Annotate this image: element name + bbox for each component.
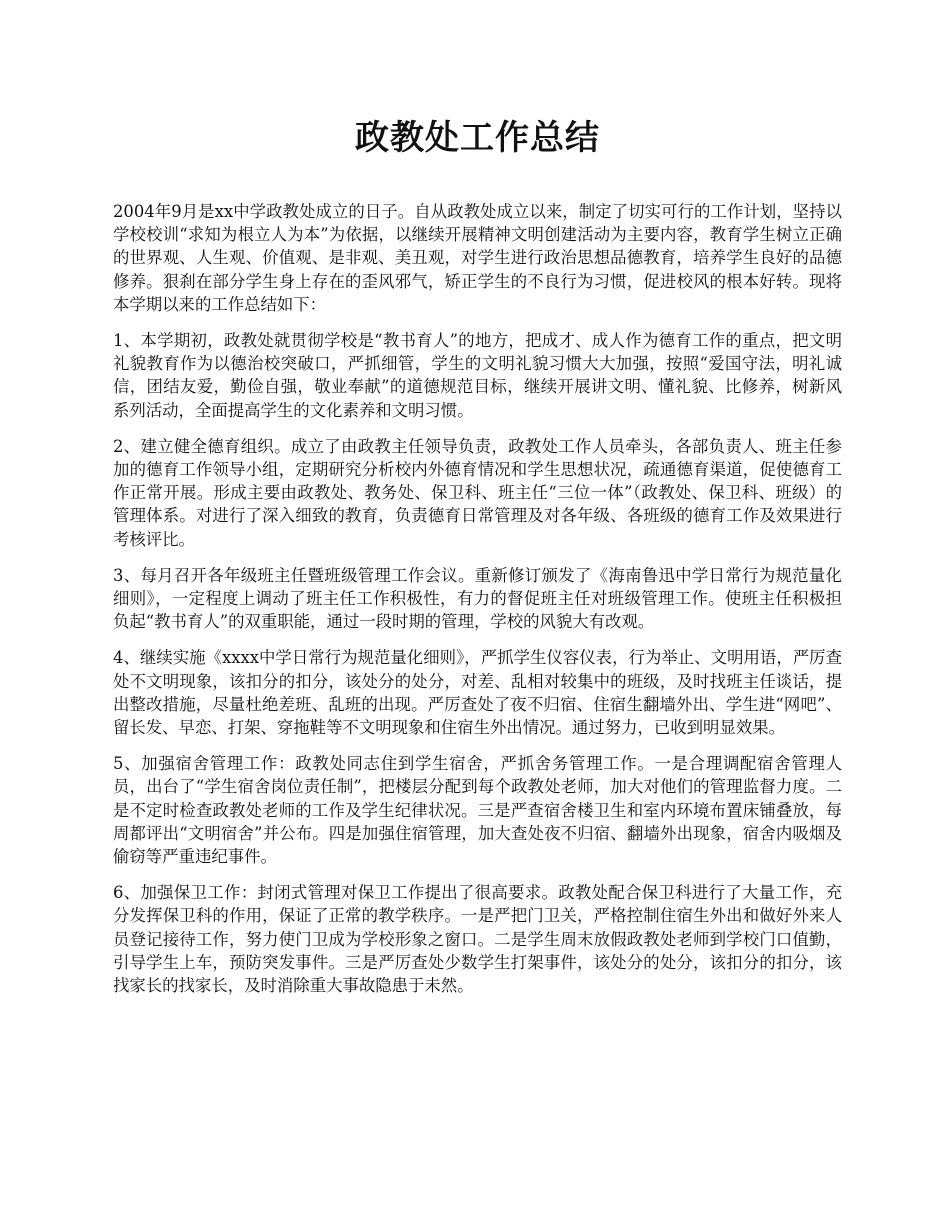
document-title: 政教处工作总结: [355, 118, 600, 158]
paragraph-item-5: 5、加强宿舍管理工作：政教处同志住到学生宿舍，严抓舍务管理工作。一是合理调配宿舍管理人员，出台了“学生宿舍岗位责任制”，把楼层分配到每个政教处老师，加大对他们的管理监督力度。二是不定时检查政教处老师的工作及学生纪律状况。三是严查宿舍楼卫生和室内环境布置床铺叠放，每周都评出“文明宿舍”并公布。四是加强住宿管理，加大查处夜不归宿、翻墙外出现象，宿舍内吸烟及偷窃等严重违纪事件。: [113, 754, 842, 867]
document-body: [113, 200, 842, 997]
paragraph-item-2: 2、建立健全德育组织。成立了由政教主任领导负责，政教处工作人员牵头，各部负责人、班主任参加的德育工作领导小组，定期研究分析校内外德育情况和学生思想状况，疏通德育渠道，促使德育工作正常开展。形成主要由政教处、教务处、保卫科、班主任“三位一体”（政教处、保卫科、班级）的管理体系。对进行了深入细致的教育，负责德育日常管理及对各年级、各班级的德育工作及效果进行考核评比。: [113, 436, 842, 549]
paragraph-item-4: 4、继续实施《xxxx中学日常行为规范量化细则》，严抓学生仪容仪表，行为举止、文明用语，严厉查处不文明现象，该扣分的扣分，该处分的处分，对差、乱相对较集中的班级，及时找班主任谈话，提出整改措施，尽量杜绝差班、乱班的出现。严厉查处了夜不归宿、住宿生翻墙外出、学生进“网吧”、留长发、早恋、打架、穿拖鞋等不文明现象和住宿生外出情况。通过努力，已收到明显效果。: [113, 648, 842, 738]
paragraph-item-1: 1、本学期初，政教处就贯彻学校是“教书育人”的地方，把成才、成人作为德育工作的重点，把文明礼貌教育作为以德治校突破口，严抓细管，学生的文明礼貌习惯大大加强，按照“爱国守法，明礼诚信，团结友爱，勤俭自强，敬业奉献”的道德规范目标，继续开展讲文明、懂礼貌、比修养，树新风系列活动，全面提高学生的文化素养和文明习惯。: [113, 331, 842, 420]
paragraph-item-3: 3、每月召开各年级班主任暨班级管理工作会议。重新修订颁发了《海南鲁迅中学日常行为规范量化细则》，一定程度上调动了班主任工作积极性，有力的督促班主任对班级管理工作。使班主任积极担负起“教书育人”的双重职能，通过一段时期的管理，学校的风貌大有改观。: [113, 565, 842, 632]
paragraph-item-6: 6、加强保卫工作：封闭式管理对保卫工作提出了很高要求。政教处配合保卫科进行了大量工作，充分发挥保卫科的作用，保证了正常的教学秩序。一是严把门卫关，严格控制住宿生外出和做好外来人员登记接待工作，努力使门卫成为学校形象之窗口。二是学生周末放假政教处老师到学校门口值勤，引导学生上车，预防突发事件。三是严厉查处少数学生打架事件，该处分的处分，该扣分的扣分，该找家长的找家长，及时消除重大事故隐患于未然。: [113, 883, 842, 996]
paragraph-intro: 2004年9月是xx中学政教处成立的日子。自从政教处成立以来，制定了切实可行的工作计划，坚持以学校校训“求知为根立人为本”为依据，以继续开展精神文明创建活动为主要内容，教育学生树立正确的世界观、人生观、价值观、是非观、美丑观，对学生进行政治思想品德教育，培养学生良好的品德修养。狠刹在部分学生身上存在的歪风邪气，矫正学生的不良行为习惯，促进校风的根本好转。现将本学期以来的工作总结如下：: [113, 202, 842, 314]
